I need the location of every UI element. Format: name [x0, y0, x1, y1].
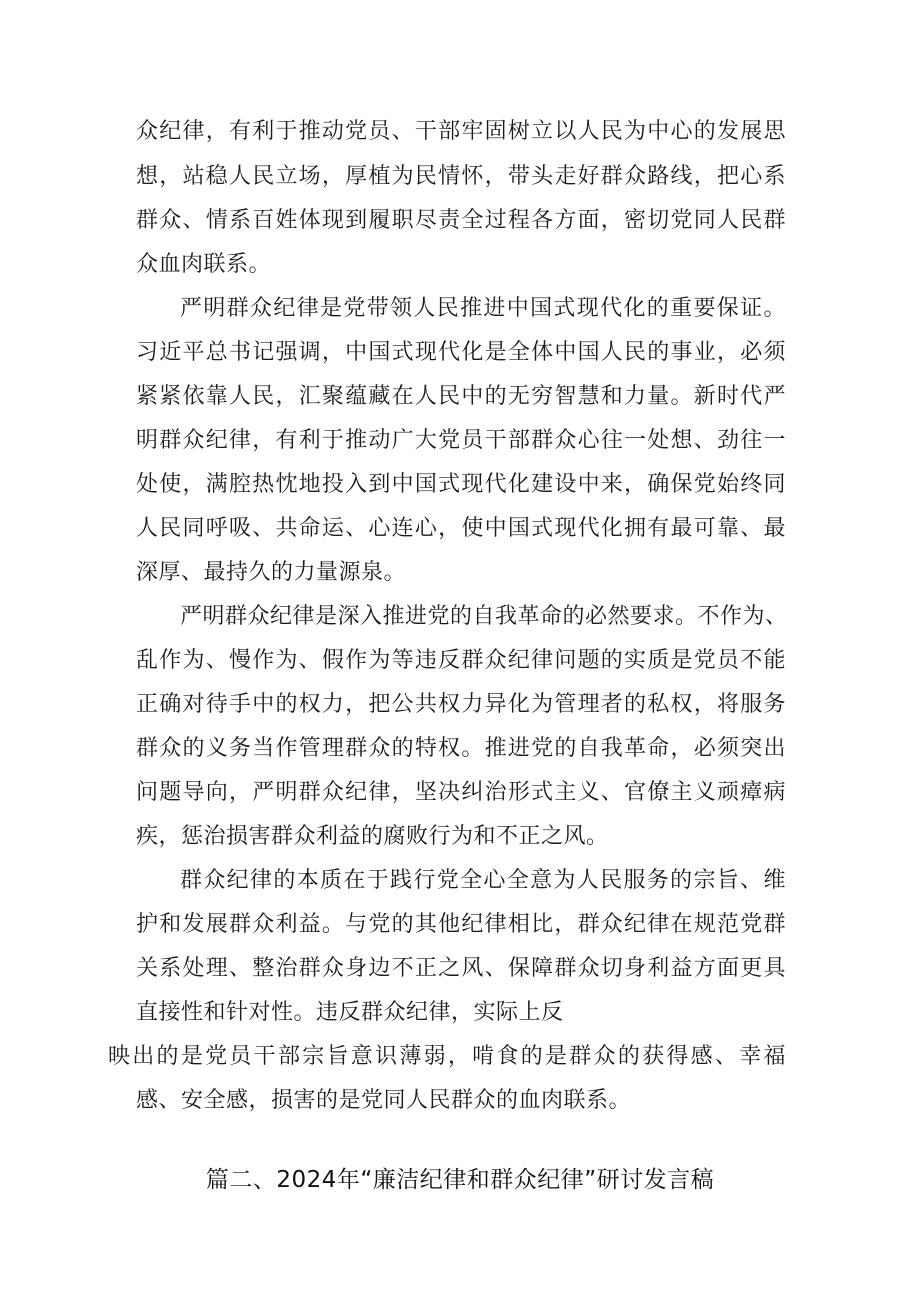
text-line: 问题导向，严明群众纪律，坚决纠治形式主义、官僚主义顽瘴病 [136, 780, 786, 805]
text-line: 明群众纪律，有利于推动广大党员干部群众心往一处想、劲往一 [136, 428, 786, 453]
text-line: 乱作为、慢作为、假作为等违反群众纪律问题的实质是党员不能 [136, 648, 786, 673]
text-line: 群众纪律的本质在于践行党全心全意为人民服务的宗旨、维 [180, 868, 786, 893]
text-line: 深厚、最持久的力量源泉。 [136, 560, 407, 585]
text-line: 群众、情系百姓体现到履职尽责全过程各方面，密切党同人民群 [136, 208, 786, 233]
text-line: 人民同呼吸、共命运、心连心，使中国式现代化拥有最可靠、最 [136, 516, 786, 541]
text-line: 严明群众纪律是党带领人民推进中国式现代化的重要保证。 [180, 296, 786, 321]
section-title: 篇二、2024年“廉洁纪律和群众纪律”研讨发言稿 [205, 1167, 715, 1193]
text-line: 严明群众纪律是深入推进党的自我革命的必然要求。不作为、 [180, 604, 788, 629]
text-line: 映出的是党员干部宗旨意识薄弱，啃食的是群众的获得感、幸福 [108, 1044, 786, 1069]
text-line: 众纪律，有利于推动党员、干部牢固树立以人民为中心的发展思 [136, 119, 786, 144]
text-line: 处使，满腔热忱地投入到中国式现代化建设中来，确保党始终同 [136, 472, 786, 497]
text-line: 群众的义务当作管理群众的特权。推进党的自我革命，必须突出 [136, 736, 786, 761]
text-line: 护和发展群众利益。与党的其他纪律相比，群众纪律在规范党群 [136, 912, 786, 937]
text-line: 感、安全感，损害的是党同人民群众的血肉联系。 [136, 1088, 632, 1113]
text-line: 众血肉联系。 [136, 252, 272, 277]
text-line: 疾，惩治损害群众利益的腐败行为和不正之风。 [136, 824, 609, 849]
text-line: 习近平总书记强调，中国式现代化是全体中国人民的事业，必须 [136, 340, 786, 365]
text-line: 关系处理、整治群众身边不正之风、保障群众切身利益方面更具 [136, 956, 786, 981]
text-line: 直接性和针对性。违反群众纪律，实际上反 [136, 1000, 564, 1025]
text-line: 紧紧依靠人民，汇聚蕴藏在人民中的无穷智慧和力量。新时代严 [136, 384, 786, 409]
text-line: 想，站稳人民立场，厚植为民情怀，带头走好群众路线，把心系 [136, 164, 786, 189]
text-line: 正确对待手中的权力，把公共权力异化为管理者的私权，将服务 [136, 692, 786, 717]
